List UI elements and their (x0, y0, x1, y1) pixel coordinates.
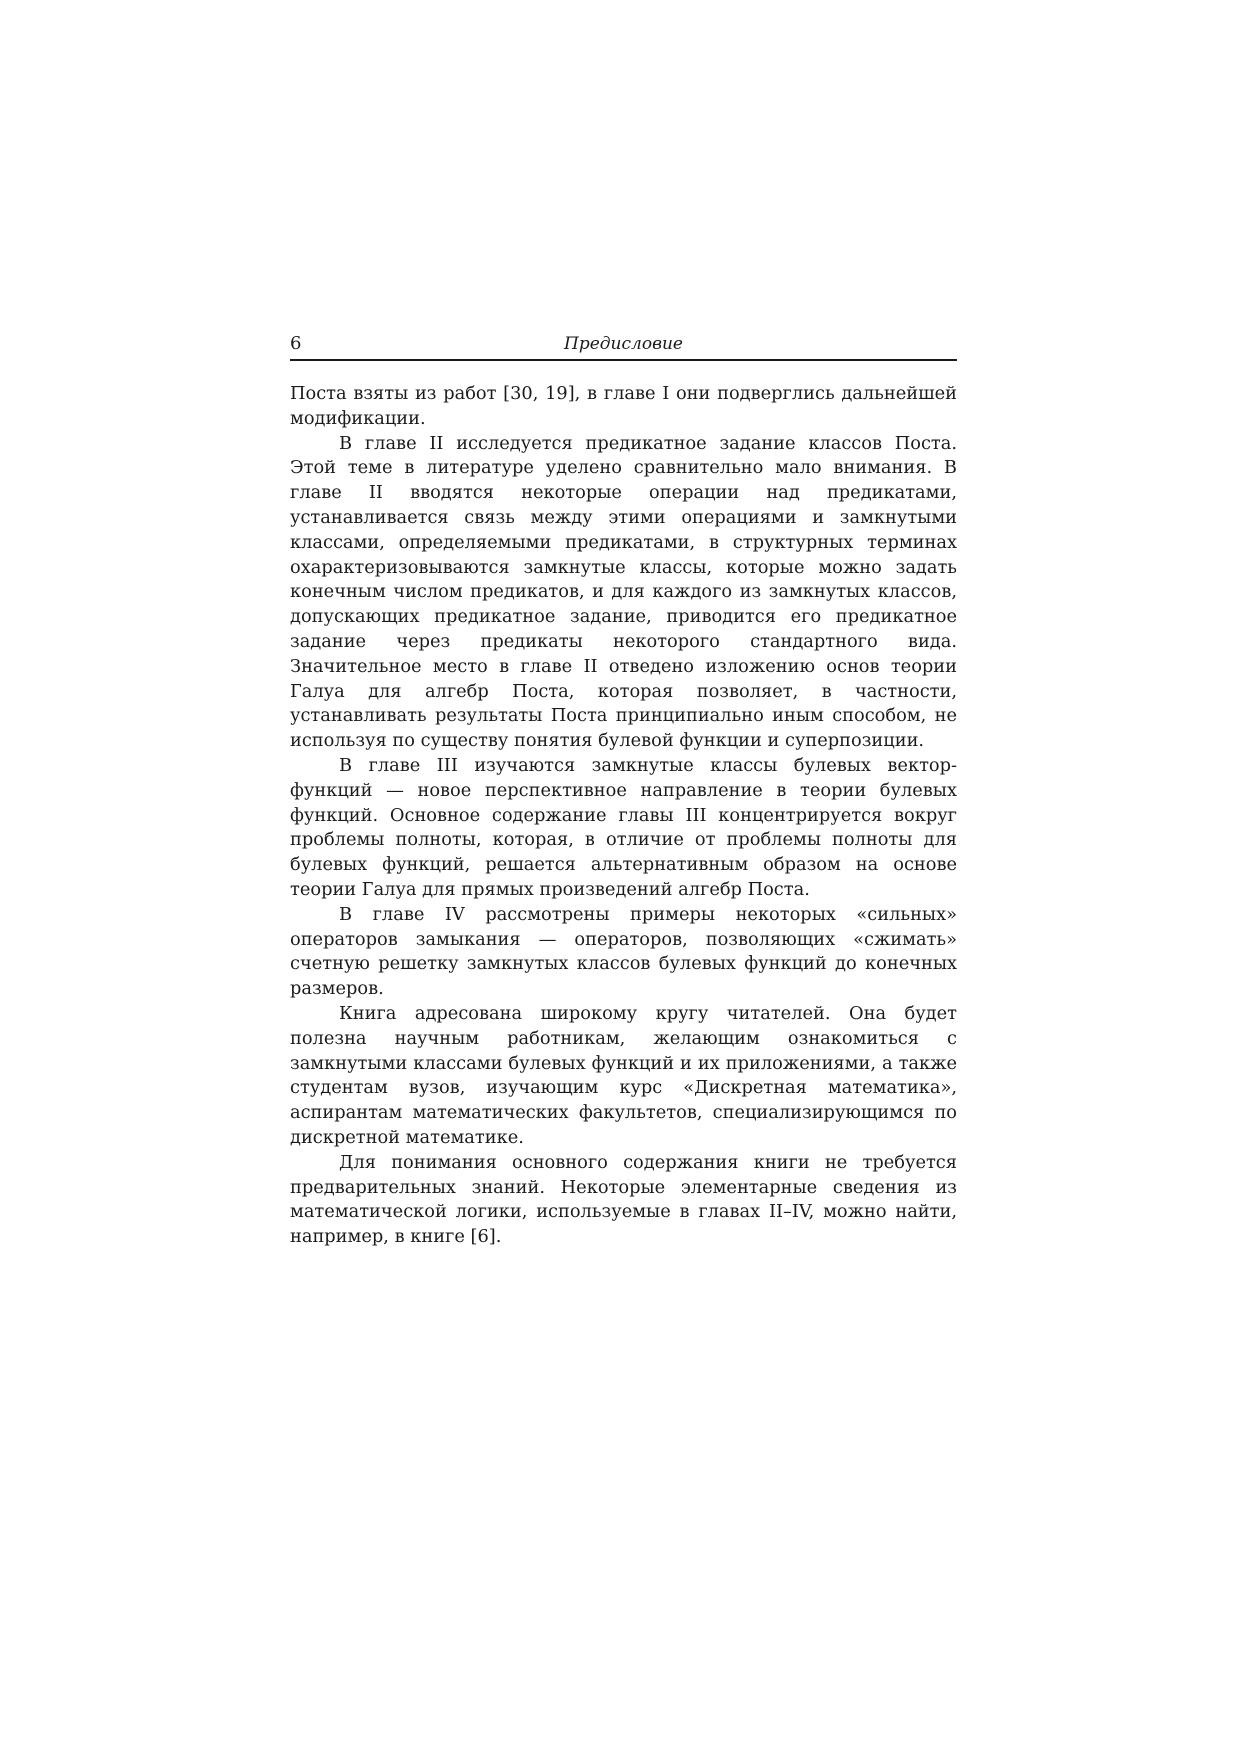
running-title: Предисловие (564, 334, 683, 354)
paragraph-chapter-iv: В главе IV рассмотрены примеры некоторых «сильных» операторов замыкания — операторов, позволяющих «сжимать» счетную решетку замкнутых классов булевых функций до конечных размеров. (290, 903, 957, 1000)
paragraph-chapter-ii: В главе II исследуется предикатное задание классов Поста. Этой теме в литературе уделено сравнительно мало внимания. В главе II вводятся некоторые операции над предикатами, устанавливается связь между этими операциями и замкнутыми классами, определяемыми предикатами, в структурных терминах охарактеризовываются замкнутые классы, которые можно задать конечным числом предикатов, и для каждого из замкнутых классов, допускающих предикатное задание, приводится его предикатное задание через предикаты некоторого стандартного вида. Значительное место в главе II отведено изложению основ теории Галуа для алгебр Поста, которая позволяет, в частности, устанавливать результаты Поста принципиально иным способом, не используя по существу понятия булевой функции и суперпозиции. (290, 432, 957, 752)
paragraph-continuation: Поста взяты из работ [30, 19], в главе I они подверглись дальнейшей модификации. (290, 383, 957, 429)
running-head (290, 333, 957, 361)
page-number: 6 (290, 333, 302, 354)
body-text (290, 382, 957, 1250)
paragraph-prerequisites: Для понимания основного содержания книги не требуется предварительных знаний. Некоторые элементарные сведения из математической логики, используемые в главах II–IV, можно найти, например, в книге [6]. (290, 1151, 957, 1248)
paragraph-chapter-iii: В главе III изучаются замкнутые классы булевых вектор-функций — новое перспективное направление в теории булевых функций. Основное содержание главы III концентрируется вокруг проблемы полноты, которая, в отличие от проблемы полноты для булевых функций, решается альтернативным образом на основе теории Галуа для прямых произведений алгебр Поста. (290, 754, 957, 900)
paragraph-audience: Книга адресована широкому кругу читателей. Она будет полезна научным работникам, желающим ознакомиться с замкнутыми классами булевых функций и их приложениями, а также студентам вузов, изучающим курс «Дискретная математика», аспирантам математических факультетов, специализирующимся по дискретной математике. (290, 1002, 957, 1148)
